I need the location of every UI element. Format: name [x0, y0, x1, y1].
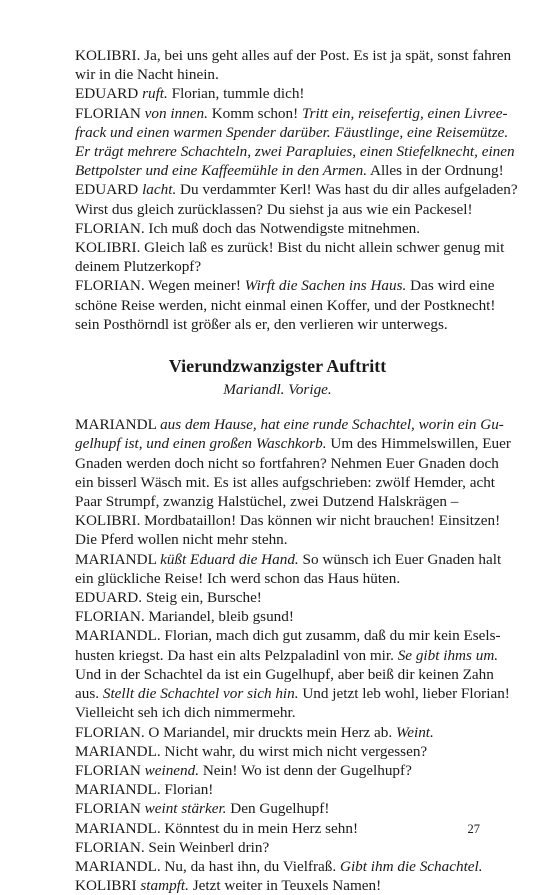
dialogue-text: FLORIAN. O Mariandel, mir druckts mein Herz ab. — [75, 723, 396, 741]
text-line — [75, 65, 480, 84]
text-line — [75, 838, 480, 857]
dialogue-text: ein bisserl Wäsch mit. Es ist alles aufgschrieben: zwölf Hemder, acht — [75, 473, 496, 491]
text-line — [75, 742, 480, 761]
dialogue-text: Und jetzt leb wohl, lieber Florian! — [298, 685, 510, 703]
dialogue-text: Um des Himmelswillen, Euer — [326, 435, 511, 453]
text-line — [75, 646, 499, 665]
text-line — [75, 819, 480, 838]
text-line — [75, 454, 499, 473]
text-line — [75, 276, 495, 295]
dialogue-text: Jetzt weiter in Teuxels Namen! — [188, 877, 382, 895]
stage-direction: Stellt die Schachtel vor sich hin. — [102, 685, 299, 703]
stage-direction: frack und einen warmen Spender darüber. Fäustlinge, eine Reisemütze. — [75, 123, 509, 141]
dialogue-text: KOLIBRI. Ja, bei uns geht alles auf der Post. Es ist ja spät, sonst fahren — [75, 47, 512, 64]
dialogue-text: FLORIAN. Sein Weinberl drin? — [75, 838, 270, 856]
dialogue-text: Paar Strumpf, zwanzig Halstüchel, zwei Dutzend Halskrägen – — [75, 493, 459, 511]
text-line — [75, 626, 501, 645]
dialogue-text: FLORIAN. Mariandel, bleib gsund! — [75, 608, 294, 626]
dialogue-text: EDUARD. Steig ein, Bursche! — [75, 589, 262, 607]
page-number: 27 — [467, 822, 480, 836]
stage-direction: Gibt ihm die Schachtel. — [339, 857, 483, 875]
dialogue-text: MARIANDL. Florian, mach dich gut zusamm, daß du mir kein Esels- — [75, 627, 501, 645]
scene-characters: Mariandl. Vorige. — [223, 381, 332, 399]
text-line — [75, 473, 496, 492]
text-line — [75, 857, 483, 876]
text-line — [75, 415, 504, 434]
dialogue-text: schöne Reise werden, nicht einmal einen Koffer, und der Postknecht! — [75, 296, 496, 314]
stage-direction: stampft. — [140, 877, 189, 895]
dialogue-text: Nein! Wo ist denn der Gugelhupf? — [199, 761, 412, 779]
dialogue-text: Du verdammter Kerl! Was hast du dir alles aufgeladen? — [176, 181, 518, 199]
dialogue-text: Vielleicht seh ich dich nimmermehr. — [75, 704, 296, 722]
stage-direction: gelhupf ist, und einen großen Waschkorb. — [75, 435, 327, 453]
text-line — [75, 296, 496, 315]
text-line — [75, 46, 512, 65]
stage-direction: küßt Eduard die Hand. — [160, 550, 299, 568]
text-line — [75, 180, 518, 199]
dialogue-text: MARIANDL — [75, 416, 161, 434]
text-line — [75, 142, 515, 161]
dialogue-text: MARIANDL. Nu, da hast ihn, du Vielfraß. — [75, 857, 340, 875]
dialogue-text: Wirst dus gleich zurücklassen? Du siehst ja aus wie ein Packesel! — [75, 200, 473, 218]
text-line — [75, 550, 502, 569]
dialogue-text: Komm schon! — [207, 104, 302, 122]
stage-direction: weint stärker. — [144, 800, 227, 818]
stage-direction: Weint. — [395, 723, 434, 741]
dialogue-text: KOLIBRI. Mordbataillon! Das können wir nicht brauchen! Einsitzen! — [75, 512, 501, 530]
dialogue-text: deinem Plutzerkopf? — [75, 258, 202, 276]
stage-direction: von innen. — [144, 104, 208, 122]
dialogue-text: FLORIAN. Wegen meiner! — [75, 277, 245, 295]
dialogue-text: husten kriegst. Da hast ein alts Pelzpaladinl von mir. — [75, 646, 398, 664]
text-line — [75, 492, 480, 511]
dialogue-text: KOLIBRI. Gleich laß es zurück! Bist du nicht allein schwer genug mit — [75, 239, 505, 257]
text-line — [75, 200, 480, 219]
text-line — [75, 161, 504, 180]
text-line — [75, 104, 508, 123]
book-page — [75, 46, 518, 895]
text-line — [75, 315, 480, 334]
text-line — [75, 238, 505, 257]
dialogue-text: Florian, tummle dich! — [167, 85, 305, 103]
text-line — [75, 761, 480, 780]
dialogue-text: EDUARD — [75, 181, 143, 199]
text-line — [75, 219, 480, 238]
stage-direction: aus dem Hause, hat eine runde Schachtel, worin ein Gu- — [160, 416, 504, 434]
dialogue-text: aus. — [75, 685, 103, 703]
dialogue-text: MARIANDL. Könntest du in mein Herz sehn! — [75, 819, 359, 837]
text-line — [75, 607, 480, 626]
stage-direction: Se gibt ihms um. — [397, 646, 499, 664]
dialogue-text: MARIANDL. Florian! — [75, 781, 214, 799]
dialogue-text: Den Gugelhupf! — [226, 800, 330, 818]
dialogue-text: ein glückliche Reise! Ich werd schon das Haus hüten. — [75, 569, 401, 587]
dialogue-text: FLORIAN — [75, 104, 145, 122]
text-line — [75, 723, 480, 742]
dialogue-text: Die Pferd wollen nicht mehr stehn. — [75, 531, 288, 549]
dialogue-text: Das wird eine — [406, 277, 495, 295]
dialogue-text: FLORIAN — [75, 800, 145, 818]
dialogue-text: MARIANDL. Nicht wahr, du wirst mich nicht vergessen? — [75, 742, 428, 760]
stage-direction: Bettpolster und eine Kaffeemühle in den Armen. — [75, 162, 368, 180]
text-line — [75, 799, 480, 818]
text-line — [75, 434, 511, 453]
text-line — [75, 123, 509, 142]
dialogue-text: FLORIAN — [75, 761, 145, 779]
text-line — [75, 511, 501, 530]
text-line — [75, 84, 480, 103]
stage-direction: lacht. — [142, 181, 177, 199]
stage-direction: Tritt ein, reisefertig, einen Livree- — [301, 104, 508, 122]
text-line — [75, 703, 480, 722]
scene-text-previous — [75, 46, 518, 334]
dialogue-text: sein Posthörndl ist größer als er, den verlieren wir unterwegs. — [75, 315, 448, 333]
dialogue-text: MARIANDL — [75, 550, 161, 568]
stage-direction: Er trägt mehrere Schachteln, zwei Parapluies, einen Stiefelknecht, einen — [75, 143, 515, 161]
dialogue-text: Und in der Schachtel da ist ein Gugelhupf, aber beiß dir keinen Zahn — [75, 665, 494, 683]
scene-heading: Vierundzwanzigster Auftritt — [168, 356, 387, 377]
text-line — [75, 569, 480, 588]
text-line — [75, 588, 480, 607]
dialogue-text: wir in die Nacht hinein. — [75, 66, 219, 84]
text-line — [75, 257, 480, 276]
stage-direction: weinend. — [144, 761, 200, 779]
text-line — [75, 780, 480, 799]
dialogue-text: Gnaden werden doch nicht so fortfahren? Nehmen Euer Gnaden doch — [75, 454, 499, 472]
text-line — [75, 876, 480, 895]
text-line — [75, 665, 494, 684]
dialogue-text: FLORIAN. Ich muß doch das Notwendigste mitnehmen. — [75, 219, 421, 237]
dialogue-text: Alles in der Ordnung! — [367, 162, 504, 180]
dialogue-text: EDUARD — [75, 85, 143, 103]
dialogue-text: So wünsch ich Euer Gnaden halt — [298, 550, 502, 568]
dialogue-text: KOLIBRI — [75, 877, 141, 895]
text-line — [75, 530, 480, 549]
stage-direction: ruft. — [142, 85, 168, 103]
text-line — [75, 684, 510, 703]
stage-direction: Wirft die Sachen ins Haus. — [244, 277, 407, 295]
scene-text-24 — [75, 415, 511, 895]
